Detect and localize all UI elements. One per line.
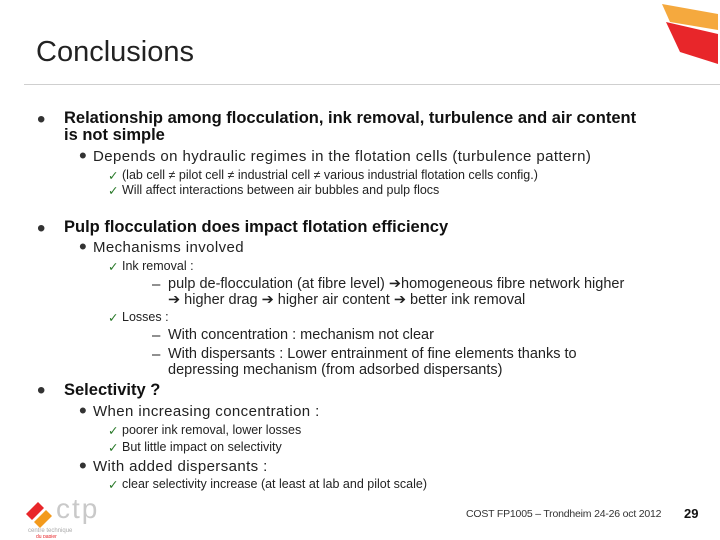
bullet-icon: • bbox=[37, 215, 46, 242]
title-divider bbox=[24, 84, 720, 85]
losses-line-1: With concentration : mechanism not clear bbox=[168, 327, 434, 343]
section-1-heading-cont: is not simple bbox=[64, 126, 165, 144]
slide-title: Conclusions bbox=[36, 36, 194, 68]
section-1-heading: Relationship among flocculation, ink removal, turbulence and air content bbox=[64, 109, 637, 127]
check-icon: ✓ bbox=[108, 169, 119, 183]
page-number: 29 bbox=[684, 506, 699, 521]
decorative-swoosh-icon bbox=[640, 0, 720, 64]
sub-bullet-icon: • bbox=[79, 143, 87, 168]
ink-removal-text-2b: higher air content bbox=[273, 292, 394, 308]
losses-line-2b: depressing mechanism (from adsorbed dispersants) bbox=[168, 362, 503, 378]
ink-removal-label: Ink removal : bbox=[122, 259, 194, 273]
arrow-right-icon: ➔ bbox=[393, 292, 406, 308]
section-3-heading: Selectivity ? bbox=[64, 381, 161, 399]
section-3-sub-1: When increasing concentration : bbox=[93, 403, 320, 420]
dash-icon: – bbox=[152, 327, 161, 344]
svg-text:du papier: du papier bbox=[36, 534, 57, 538]
ctp-logo bbox=[22, 492, 132, 538]
check-icon: ✓ bbox=[108, 478, 119, 492]
section-1-check-1: (lab cell ≠ pilot cell ≠ industrial cell ≠ various industrial flotation cells config.) bbox=[122, 168, 538, 182]
check-icon: ✓ bbox=[108, 441, 119, 455]
svg-text:centre technique: centre technique bbox=[28, 528, 73, 534]
sub-bullet-icon: • bbox=[79, 234, 87, 259]
arrow-right-icon: ➔ bbox=[261, 292, 274, 308]
losses-label: Losses : bbox=[122, 310, 169, 324]
check-icon: ✓ bbox=[108, 260, 119, 274]
check-icon: ✓ bbox=[108, 311, 119, 325]
section-1-sub: Depends on hydraulic regimes in the flotation cells (turbulence pattern) bbox=[93, 148, 592, 165]
section-1-check-2: Will affect interactions between air bubbles and pulp flocs bbox=[122, 183, 440, 197]
ink-removal-text-1a: pulp de-flocculation (at fibre level) bbox=[168, 276, 389, 292]
bullet-icon: • bbox=[37, 106, 46, 133]
ink-removal-line-1 bbox=[168, 276, 624, 292]
footer-text: COST FP1005 – Trondheim 24-26 oct 2012 bbox=[466, 508, 662, 520]
section-3-check-2: But little impact on selectivity bbox=[122, 440, 282, 454]
ink-removal-text-1b: homogeneous fibre network higher bbox=[401, 276, 625, 292]
section-2-heading: Pulp flocculation does impact flotation efficiency bbox=[64, 218, 449, 236]
check-icon: ✓ bbox=[108, 424, 119, 438]
arrow-right-icon: ➔ bbox=[388, 276, 401, 292]
check-icon: ✓ bbox=[108, 184, 119, 198]
ink-removal-text-2c: better ink removal bbox=[406, 292, 526, 308]
section-3-sub-2: With added dispersants : bbox=[93, 458, 268, 475]
sub-bullet-icon: • bbox=[79, 398, 87, 423]
bullet-icon: • bbox=[37, 377, 46, 404]
section-3-check-1: poorer ink removal, lower losses bbox=[122, 423, 302, 437]
losses-line-2a: With dispersants : Lower entrainment of fine elements thanks to bbox=[168, 346, 577, 362]
ink-removal-text-2a: higher drag bbox=[180, 292, 262, 308]
dash-icon: – bbox=[152, 276, 161, 293]
section-3-check-3: clear selectivity increase (at least at lab and pilot scale) bbox=[122, 477, 428, 491]
section-2-sub: Mechanisms involved bbox=[93, 239, 244, 256]
dash-icon: – bbox=[152, 346, 161, 363]
sub-bullet-icon: • bbox=[79, 453, 87, 478]
ink-removal-line-2 bbox=[168, 292, 525, 308]
svg-text:ctp: ctp bbox=[56, 493, 100, 524]
arrow-right-icon: ➔ bbox=[168, 292, 181, 308]
